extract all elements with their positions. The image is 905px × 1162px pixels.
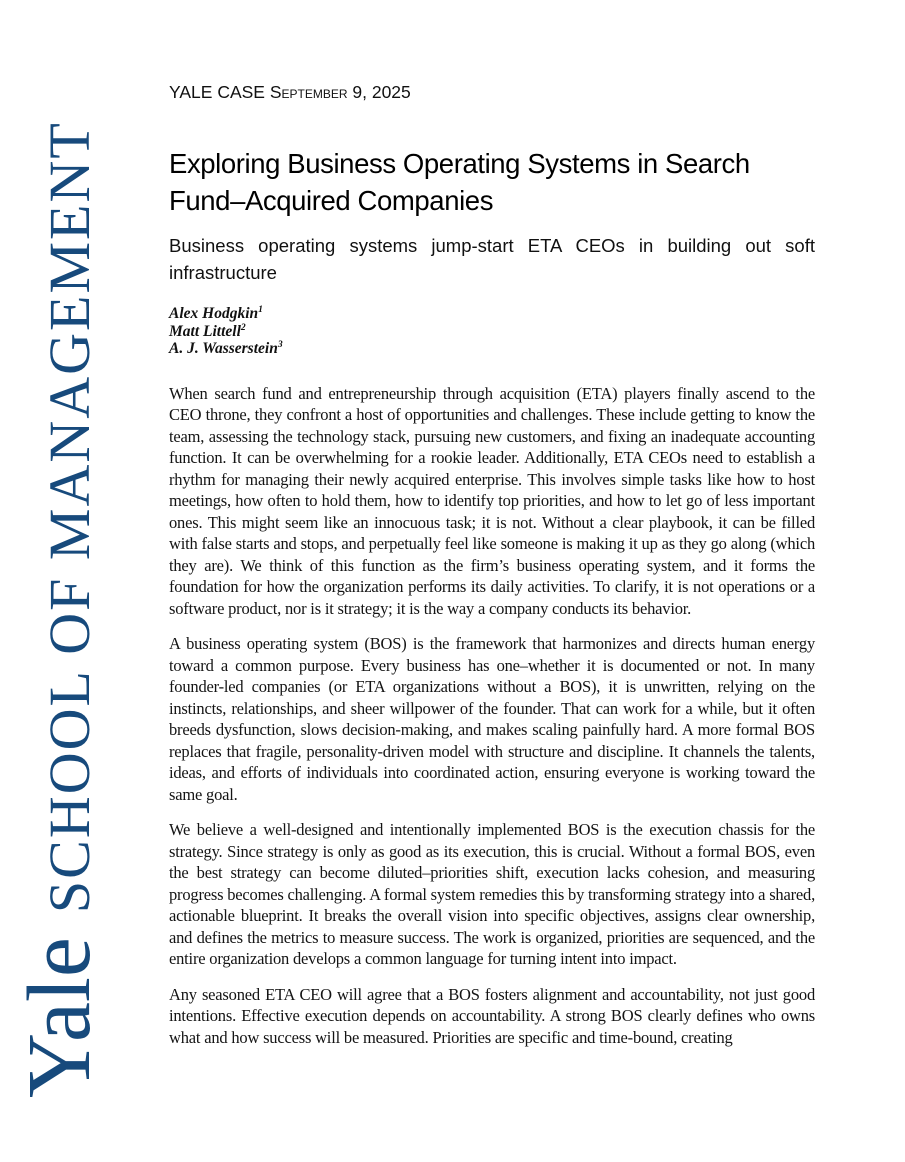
- body-paragraph: When search fund and entrepreneurship through acquisition (ETA) players finally ascend to the CEO throne, they confront a host of opportunities and challenges. These include getting to know the team, assessing the technology stack, pursuing new customers, and fixing an inadequate accounting function. It can be overwhelming for a rookie leader. Additionally, ETA CEOs need to establish a rhythm for managing their newly acquired enterprise. This involves simple tasks like how to host meetings, how often to hold them, how to identify top priorities, and how to let go of less important ones. This might seem like an innocuous task; it is not. Without a clear playbook, it can be filled with false starts and stops, and perpetually feel like someone is making it up as they go along (which they are). We think of this function as the firm’s business operating system, and it forms the foundation for how the organization performs its daily activities. To clarify, it is not operations or a software product, nor is it strategy; it is the way a company conducts its behavior.: [169, 383, 815, 618]
- author-footnote-marker: 3: [277, 338, 283, 350]
- case-kicker-label: YALE CASE: [169, 82, 270, 102]
- author-line: [169, 305, 815, 323]
- author-name: Matt Littell: [169, 322, 241, 340]
- page-subtitle: Business operating systems jump-start ETA CEOs in building out soft infrastructure: [169, 235, 815, 283]
- author-name: A. J. Wasserstein: [169, 340, 278, 357]
- yale-som-logo: [10, 88, 109, 1098]
- body-paragraph: A business operating system (BOS) is the framework that harmonizes and directs human energy toward a common purpose. Every business has one–whether it is documented or not. In many founder-led companies (or ETA organizations without a BOS), it is unwritten, relying on the instincts, relationships, and sheer willpower of the founder. That can work for a while, but it often breeds dysfunction, slows decision-making, and makes scaling painfully hard. A more formal BOS replaces that fragile, personality-driven model with structure and discipline. It channels the talents, ideas, and efforts of individuals into coordinated action, ensuring everyone is working toward the same goal.: [169, 634, 815, 804]
- case-kicker: [169, 83, 815, 101]
- author-line: [169, 340, 815, 358]
- document-page: [169, 0, 815, 1048]
- body-paragraph: Any seasoned ETA CEO will agree that a BOS fosters alignment and accountability, not just good intentions. Effective execution depends on accountability. A strong BOS clearly defines who owns what and how success will be measured. Priorities are specific and time-bound, creating: [169, 984, 815, 1047]
- author-line: [169, 323, 815, 341]
- author-footnote-marker: 1: [258, 303, 263, 315]
- body-paragraph: We believe a well-designed and intentionally implemented BOS is the execution chassis for the strategy. Since strategy is only as good as its execution, this is crucial. Without a formal BOS, even the best strategy can become diluted–priorities shift, execution lacks cohesion, and measuring progress becomes challenging. A formal system remedies this by transforming strategy into a shared, actionable blueprint. It breaks the overall vision into specific objectives, assigns clear ownership, and defines the metrics to measure success. The work is organized, priorities are sequenced, and the entire organization develops a common language for turning intent into impact.: [169, 820, 816, 968]
- yale-wordmark: Yale: [10, 937, 109, 1098]
- author-name: Alex Hodgkin: [169, 305, 259, 322]
- author-list: [169, 305, 815, 358]
- case-kicker-date: September 9, 2025: [269, 82, 411, 102]
- school-of-management-label: SCHOOL OF MANAGEMENT: [37, 121, 102, 914]
- article-body: [169, 383, 815, 1049]
- page-title: Exploring Business Operating Systems in Search Fund–Acquired Companies: [169, 148, 750, 216]
- author-footnote-marker: 2: [240, 321, 246, 333]
